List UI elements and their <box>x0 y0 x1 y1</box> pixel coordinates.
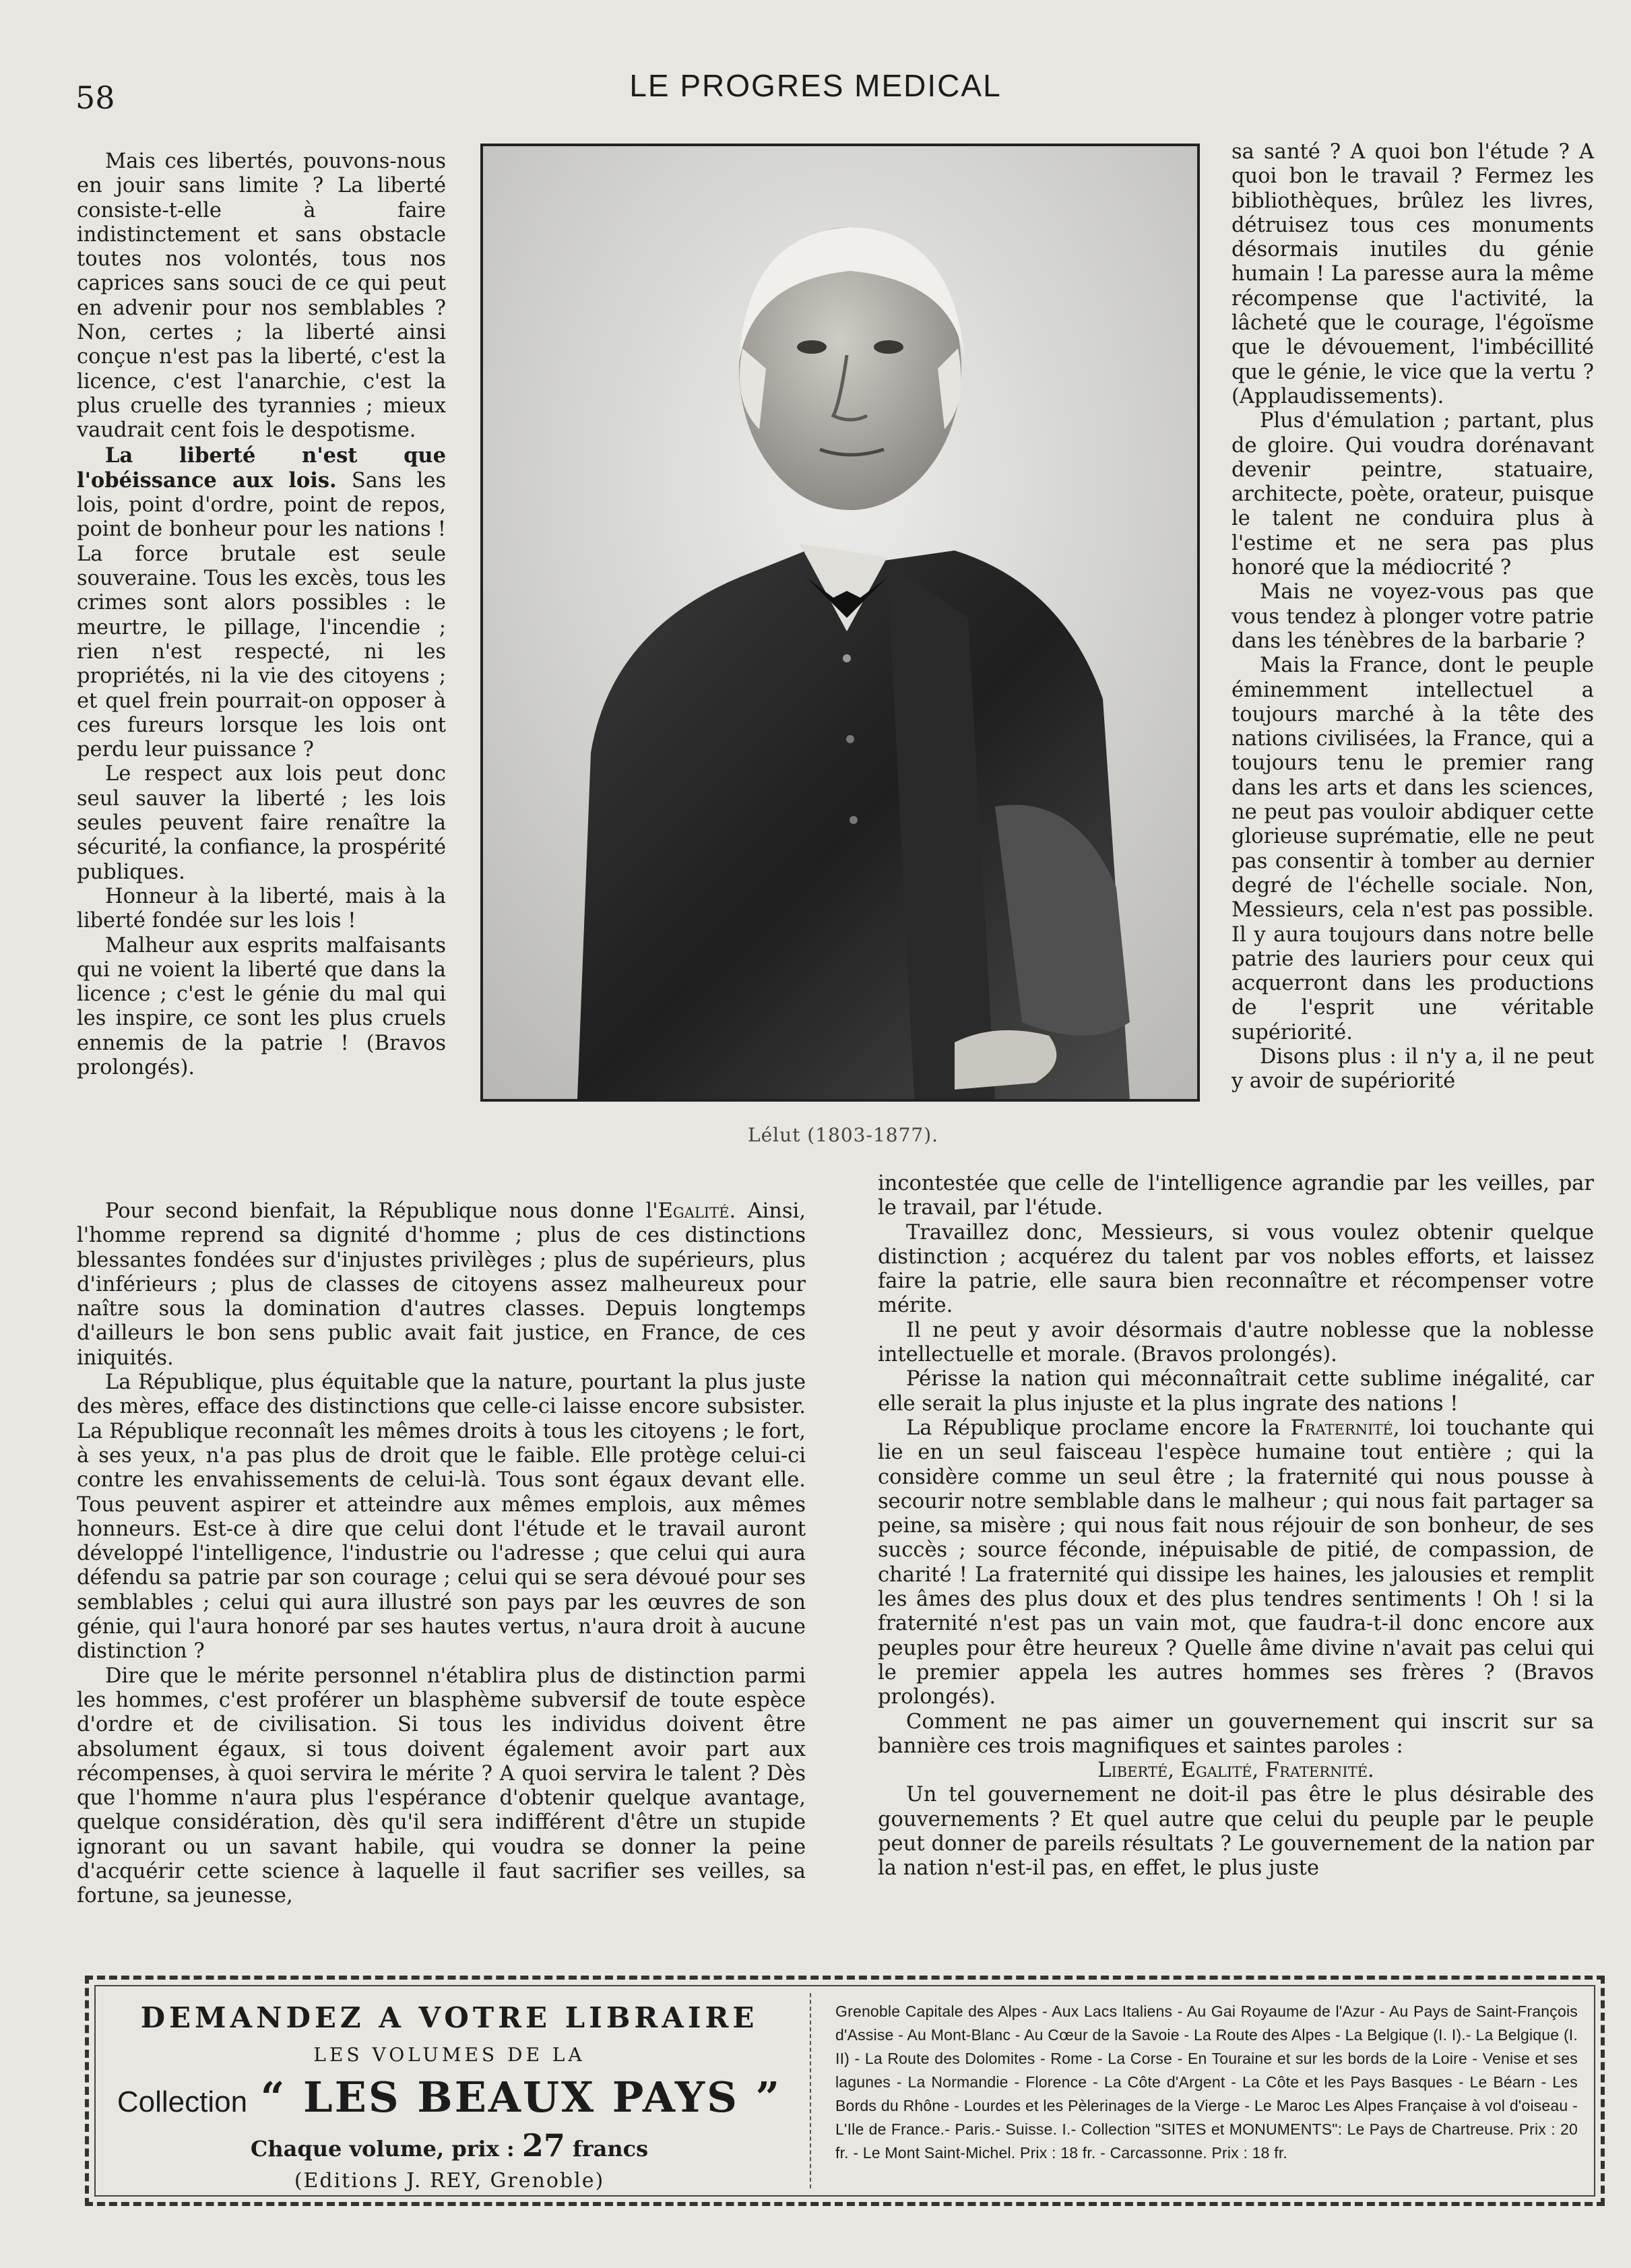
portrait-engraving <box>480 144 1200 1102</box>
ad-collection-word: Collection <box>117 2085 248 2118</box>
text-column-right-top <box>1232 140 1594 1094</box>
paragraph: Travaillez donc, Messieurs, si vous voulez obtenir quelque distinction ; acquérez du talent par vos nobles efforts, et laissez faire la patrie, elle saura bien reconnaître et récompenser votre mérite. <box>878 1220 1594 1318</box>
paragraph <box>77 443 446 763</box>
portrait-illustration <box>483 146 1197 1099</box>
paragraph: Honneur à la liberté, mais à la liberté fondée sur les lois ! <box>77 884 446 933</box>
paragraph-text: , loi touchante qui lie en un seul faisceau l'espèce humaine tout entière ; qui la considère comme un seul être ; la fraternité qui nous pousse à secourir notre semblable dans le malheur ; qui nous fait partager sa peine, sa misère ; qui nous fait nous réjouir de son bonheur, de ses succès ; source féconde, inépuisable de pitié, de compassion, de charité ! La fraternité qui dissipe les haines, les jalousies et remplit les âmes des plus doux et des plus tendres sentiments ! Oh ! si la fraternité n'est pas un vain mot, que faudra-t-il donc encore aux peuples pour être heureux ? Quelle âme divine n'avait pas celui qui le premier appela les autres hommes ses frères ? (Bravos prolongés). <box>878 1416 1594 1709</box>
figure-caption: Lélut (1803-1877). <box>748 1124 939 1146</box>
advertisement-left-panel <box>96 1986 803 2195</box>
paragraph-text: Sans les lois, point d'ordre, point de repos, point de bonheur pour les nations ! La force brutale est seule souveraine. Tous les excès, tous les crimes sont alors possibles : le meurtre, le pillage, l'incendie ; rien n'est respecté, ni les propriétés, ni la vie des citoyens ; et quel frein pourrait-on opposer à ces fureurs lorsque les lois ont perdu leur puissance ? <box>77 468 446 762</box>
paragraph: incontestée que celle de l'intelligence agrandie par les veilles, par le travail, par l'étude. <box>878 1172 1594 1220</box>
paragraph: Mais ces libertés, pouvons-nous en jouir sans limite ? La liberté consiste-t-elle à faire indistinctement et sans obstacle toutes nos volontés, tous nos caprices sans souci de ce qui peut en advenir pour nos semblables ? Non, certes ; la liberté ainsi conçue n'est pas la liberté, c'est la licence, c'est l'anarchie, c'est la plus cruelle des tyrannies ; mieux vaudrait cent fois le despotisme. <box>77 150 446 443</box>
paragraph <box>77 1199 806 1371</box>
page-number: 58 <box>75 80 115 116</box>
ad-divider <box>810 1993 812 2188</box>
text-column-right-bottom <box>878 1172 1594 1881</box>
paragraph: Périsse la nation qui méconnaîtrait cette sublime inégalité, car elle serait la plus injuste et la plus ingrate des nations ! <box>878 1367 1594 1416</box>
paragraph: Plus d'émulation ; partant, plus de gloire. Qui voudra dorénavant devenir peintre, statuaire, architecte, poète, orateur, puisque le talent ne conduira plus à l'estime et ne sera pas plus honoré que la médiocrité ? <box>1232 409 1594 580</box>
paragraph: Comment ne pas aimer un gouvernement qui inscrit sur sa bannière ces trois magnifiques et saintes paroles : <box>878 1709 1594 1758</box>
ad-titles-list: Grenoble Capitale des Alpes - Aux Lacs Italiens - Au Gai Royaume de l'Azur - Au Pays de Saint-François d'Assise - Au Mont-Blanc - Au Cœur de la Savoie - La Route des Alpes - La Belgique (I. I).- La Belgique (I. II) - La Route des Dolomites - Rome - La Corse - En Touraine et sur les bords de la Loire - Venise et ses lagunes - La Normandie - Florence - La Côte d'Argent - La Côte et les Pays Basques - Le Béarn - Les Bords du Rhône - Lourdes et les Pèlerinages de la Vierge - Le Maroc Les Alpes Française à vol d'oiseau - L'Ile de France.- Paris.- Suisse. I.- Collection "SITES et MONUMENTS": Le Pays de Chartreuse. Prix : 20 fr. - Le Mont Saint-Michel. Prix : 18 fr. - Carcassonne. Prix : 18 fr. <box>835 2003 1578 2162</box>
motto-line: Liberté, Egalité, Fraternité. <box>1097 1759 1374 1783</box>
ad-series-title <box>96 2073 803 2122</box>
text-column-left-top <box>77 150 446 1080</box>
ad-series-name: “ LES BEAUX PAYS ” <box>260 2073 782 2122</box>
ad-price-line <box>96 2127 803 2164</box>
small-caps-word: Egalité <box>658 1199 730 1223</box>
paragraph-text: . Ainsi, l'homme reprend sa dignité d'homme ; plus de ces distinctions blessantes fondées sur d'injustes privilèges ; plus de supérieurs, plus d'inférieurs ; plus de classes de citoyens assez malheureux pour naître sous la domination d'autres classes. Depuis longtemps d'ailleurs le bon sens public avait fait justice, en France, de ces iniquités. <box>77 1199 806 1370</box>
small-caps-word: Fraternité <box>1290 1416 1393 1440</box>
paragraph: Il ne peut y avoir désormais d'autre noblesse que la noblesse intellectuelle et morale. (Bravos prolongés). <box>878 1318 1594 1367</box>
ad-subline: LES VOLUMES DE LA <box>313 2044 585 2066</box>
text-column-left-bottom <box>77 1199 806 1909</box>
paragraph: Mais la France, dont le peuple éminemment intellectuel a toujours marché à la tête des nations civilisées, la France, qui a toujours tenu le premier rang dans les arts et dans les sciences, ne peut pas vouloir abdiquer cette glorieuse suprématie, elle ne peut pas consentir à tomber au dernier degré de l'échelle sociale. Non, Messieurs, cela n'est pas possible. Il y aura toujours dans notre belle patrie des lauriers pour ceux qui acquerront dans les productions de l'esprit une véritable supériorité. <box>1232 654 1594 1044</box>
running-head: LE PROGRES MEDICAL <box>629 68 1002 103</box>
paragraph-text: Pour second bienfait, la République nous donne l' <box>105 1199 658 1223</box>
ad-price-value: 27 <box>521 2127 565 2164</box>
ad-price-unit: francs <box>573 2136 649 2162</box>
paragraph <box>878 1416 1594 1710</box>
paragraph: Dire que le mérite personnel n'établira plus de distinction parmi les hommes, c'est proférer un blasphème subversif de toute espèce d'ordre et de civilisation. Si tous les individus doivent être absolument égaux, si tous doivent également avoir part aux récompenses, à quoi servira le mérite ? A quoi servira le talent ? Dès que l'homme n'aura plus l'espérance d'obtenir quelque avantage, quelque considération, dès qu'il sera indifférent d'être un stupide ignorant ou un savant habile, qui voudra se donner la peine d'acquérir cette science à laquelle il faut sacrifier ses veilles, sa fortune, sa jeunesse, <box>77 1664 806 1908</box>
advertisement-box <box>85 1976 1605 2206</box>
paragraph: sa santé ? A quoi bon l'étude ? A quoi bon le travail ? Fermez les bibliothèques, brûlez les livres, détruisez tous ces monuments désormais inutiles du génie humain ! La paresse aura la même récompense que l'activité, la lâcheté que le courage, l'égoïsme que le dévouement, l'imbécillité que le génie, le vice que la vertu ? (Applaudissements). <box>1232 140 1594 408</box>
paragraph: Disons plus : il n'y a, il ne peut y avoir de supériorité <box>1232 1044 1594 1094</box>
ad-headline: DEMANDEZ A VOTRE LIBRAIRE <box>140 2001 759 2034</box>
paragraph-text: La République proclame encore la <box>906 1416 1291 1440</box>
ad-price-label: Chaque volume, prix : <box>250 2136 515 2162</box>
paragraph: Mais ne voyez-vous pas que vous tendez à plonger votre patrie dans les ténèbres de la barbarie ? <box>1232 580 1594 653</box>
paragraph: La République, plus équitable que la nature, pourtant la plus juste des mères, efface des distinctions que celle-ci laisse encore subsister. La République reconnaît les mêmes droits à tous les citoyens ; le fort, à ses yeux, n'a pas plus de droit que le faible. Elle protège celui-ci contre les envahissements de celui-là. Tous sont égaux devant elle. Tous peuvent aspirer et atteindre aux mêmes emplois, aux mêmes honneurs. Est-ce à dire que celui dont l'étude et le travail auront développé l'intelligence, l'industrie ou l'adresse ; que celui qui aura défendu sa patrie par son courage ; celui qui se sera dévoué pour ses semblables ; celui qui aura illustré son pays par les œuvres de son génie, qui l'aura honoré par ses hautes vertus, n'aura droit à aucune distinction ? <box>77 1371 806 1664</box>
advertisement-inner-frame <box>94 1985 1595 2197</box>
bold-lead: La liberté n'est que l'obéissance aux lois. <box>77 443 446 493</box>
paragraph: Un tel gouvernement ne doit-il pas être le plus désirable des gouvernements ? Et quel autre que celui du peuple par le peuple peut donner de pareils résultats ? Le gouvernement de la nation par la nation n'est-il pas, en effet, le plus juste <box>878 1783 1594 1881</box>
paragraph: Le respect aux lois peut donc seul sauver la liberté ; les lois seules peuvent faire renaître la sécurité, la confiance, la prospérité publiques. <box>77 762 446 884</box>
ad-publisher: (Editions J. REY, Grenoble) <box>294 2169 605 2193</box>
paragraph: Malheur aux esprits malfaisants qui ne voient la liberté que dans la licence ; c'est le génie du mal qui les inspire, ce sont les plus cruels ennemis de la patrie ! (Bravos prolongés). <box>77 933 446 1079</box>
